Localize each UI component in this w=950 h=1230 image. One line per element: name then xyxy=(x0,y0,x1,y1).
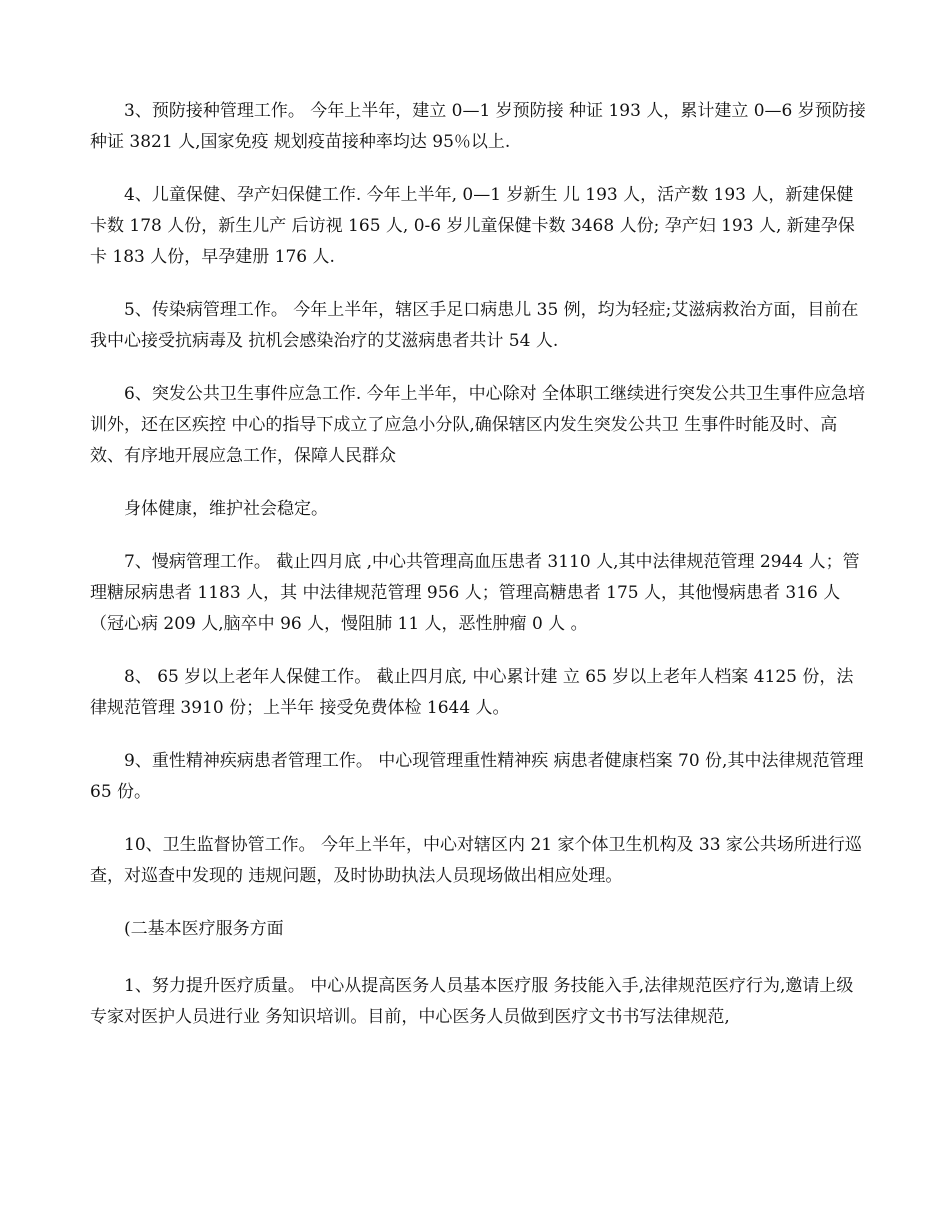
paragraph-child-maternal-health: 4、儿童保健、孕产妇保健工作. 今年上半年, 0—1 岁新生 儿 193 人，活产数 193 人，新建保健卡数 178 人份，新生儿产 后访视 165 人, 0-6 岁儿童保健卡数 3468 人份; 孕产妇 193 人, 新建孕保卡 183 人份，早孕建册 176 人. xyxy=(90,185,855,267)
section-heading-basic-medical: (二基本医疗服务方面 xyxy=(124,919,284,939)
paragraph-infectious-disease: 5、传染病管理工作。 今年上半年，辖区手足口病患儿 35 例，均为轻症;艾滋病救治方面，目前在我中心接受抗病毒及 抗机会感染治疗的艾滋病患者共计 54 人. xyxy=(90,300,859,351)
paragraph-health-supervision: 10、卫生监督协管工作。 今年上半年，中心对辖区内 21 家个体卫生机构及 33 家公共场所进行巡查，对巡查中发现的 违规问题，及时协助执法人员现场做出相应处理。 xyxy=(90,835,862,886)
paragraph-chronic-disease: 7、慢病管理工作。 截止四月底 ,中心共管理高血压患者 3110 人,其中法律规范管理 2944 人；管理糖尿病患者 1183 人，其 中法律规范管理 956 人；管理高糖患者 175 人，其他慢病患者 316 人 （冠心病 209 人,脑卒中 96 人，慢阻肺 11 人，恶性肿瘤 0 人 。 xyxy=(90,552,860,634)
paragraph-mental-illness: 9、重性精神疾病患者管理工作。 中心现管理重性精神疾 病患者健康档案 70 份,其中法律规范管理 65 份。 xyxy=(90,751,864,802)
paragraph-elderly-health: 8、 65 岁以上老年人保健工作。 截止四月底, 中心累计建 立 65 岁以上老年人档案 4125 份，法律规范管理 3910 份；上半年 接受免费体检 1644 人。 xyxy=(90,667,854,718)
paragraph-vaccination: 3、预防接种管理工作。 今年上半年，建立 0—1 岁预防接 种证 193 人，累计建立 0—6 岁预防接种证 3821 人,国家免疫 规划疫苗接种率均达 95％以上. xyxy=(90,101,866,152)
document-body xyxy=(90,96,870,1055)
paragraph-emergency-continued: 身体健康，维护社会稳定。 xyxy=(124,499,328,519)
paragraph-emergency-response: 6、突发公共卫生事件应急工作. 今年上半年，中心除对 全体职工继续进行突发公共卫生事件应急培训外，还在区疾控 中心的指导下成立了应急小分队,确保辖区内发生突发公共卫 生事件时能及时、高效、有序地开展应急工作，保障人民群众 xyxy=(90,384,866,466)
paragraph-medical-quality: 1、努力提升医疗质量。 中心从提高医务人员基本医疗服 务技能入手,法律规范医疗行为,邀请上级专家对医护人员进行业 务知识培训。目前，中心医务人员做到医疗文书书写法律规范, xyxy=(90,976,854,1027)
